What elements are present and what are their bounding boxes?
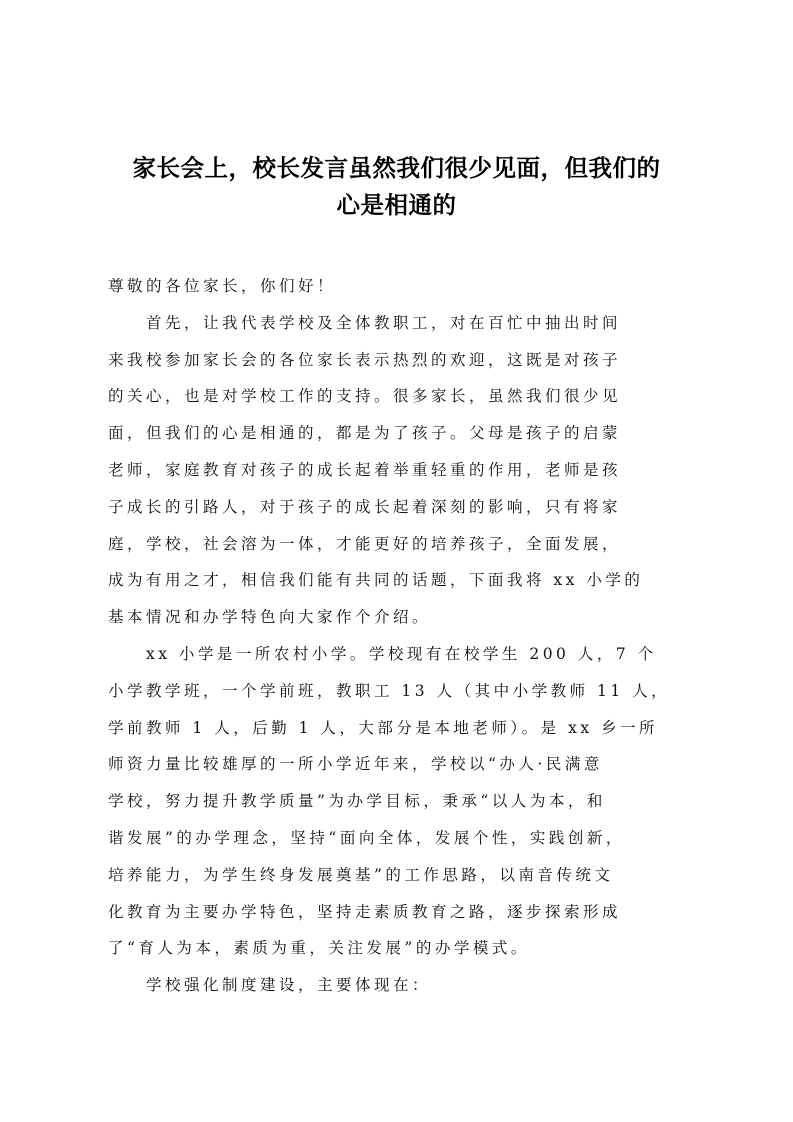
- paragraph-line: 老师，家庭教育对孩子的成长起着举重轻重的作用，老师是孩: [108, 460, 622, 479]
- paragraph-line: 培养能力，为学生终身发展奠基”的工作思路，以南音传统文: [108, 865, 614, 884]
- document-body: [108, 268, 688, 1004]
- paragraph-line: 的关心，也是对学校工作的支持。很多家长，虽然我们很少见: [108, 387, 622, 406]
- paragraph-line: 学校强化制度建设，主要体现在：: [146, 976, 432, 995]
- greeting-line: 尊敬的各位家长，你们好！: [108, 277, 337, 295]
- paragraph-line: 了“育人为本，素质为重，关注发展”的办学模式。: [108, 939, 530, 958]
- paragraph-line: 师资力量比较雄厚的一所小学近年来，学校以“办人·民满意: [108, 755, 603, 774]
- paragraph-line: 子成长的引路人，对于孩子的成长起着深刻的影响，只有将家: [108, 497, 622, 516]
- paragraph-line: 首先，让我代表学校及全体教职工，对在百忙中抽出时间: [146, 313, 622, 332]
- paragraph-line: xx 小学是一所农村小学。学校现有在校学生 200 人，7 个: [146, 644, 657, 663]
- paragraph-line: 学校，努力提升教学质量”为办学目标，秉承“以人为本，和: [108, 792, 606, 811]
- paragraph-line: 基本情况和办学特色向大家作个介绍。: [108, 608, 432, 627]
- paragraph-line: 庭，学校，社会溶为一体，才能更好的培养孩子，全面发展，: [108, 534, 622, 553]
- title-line: 家长会上，校长发言虽然我们很少见面，但我们的: [132, 154, 661, 182]
- document-title: [100, 150, 693, 224]
- paragraph-line: 学前教师 1 人，后勤 1 人，大部分是本地老师）。是 xx 乡一所: [108, 718, 659, 737]
- paragraph-line: 面，但我们的心是相通的，都是为了孩子。父母是孩子的启蒙: [108, 424, 622, 443]
- paragraph-line: 成为有用之才，相信我们能有共同的话题，下面我将 xx 小学的: [108, 571, 644, 590]
- paragraph-line: 来我校参加家长会的各位家长表示热烈的欢迎，这既是对孩子: [108, 350, 622, 369]
- paragraph-line: 小学教学班，一个学前班，教职工 13 人（其中小学教师 11 人，: [108, 681, 671, 700]
- paragraph-line: 谐发展”的办学理念，坚持“面向全体，发展个性，实践创新，: [108, 828, 625, 847]
- title-line: 心是相通的: [336, 191, 457, 219]
- paragraph-line: 化教育为主要办学特色，坚持走素质教育之路，逐步探索形成: [108, 902, 622, 921]
